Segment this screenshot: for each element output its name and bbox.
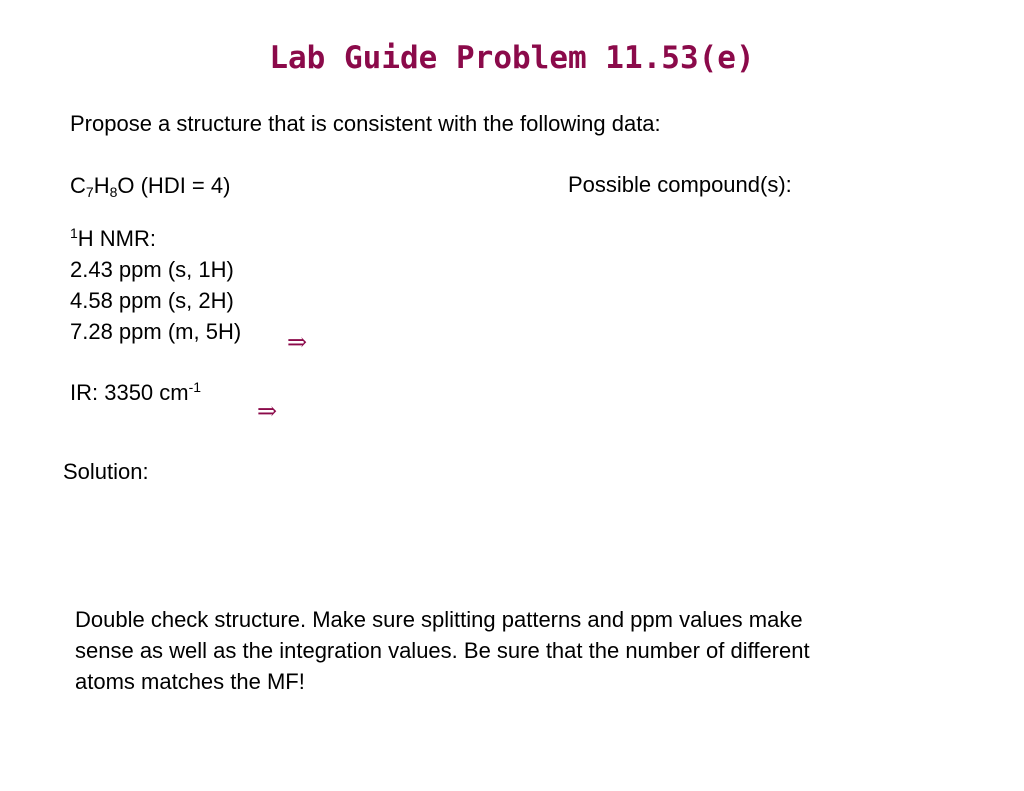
nmr-data	[70, 223, 241, 347]
solution-label: Solution:	[63, 459, 149, 484]
possible-compounds-label: Possible compound(s):	[568, 172, 792, 197]
ir-data	[70, 380, 201, 406]
note-line: atoms matches the MF!	[75, 669, 305, 694]
nmr-peak: 4.58 ppm (s, 2H)	[70, 288, 234, 313]
nmr-header-superscript: 1	[70, 225, 78, 241]
formula-rest: O (HDI = 4)	[117, 173, 231, 198]
nmr-header	[70, 223, 241, 254]
note-line: Double check structure. Make sure splitting patterns and ppm values make	[75, 607, 803, 632]
instruction-note	[75, 604, 975, 697]
ir-superscript: -1	[188, 379, 202, 395]
nmr-peak: 7.28 ppm (m, 5H)	[70, 319, 242, 344]
page-title: Lab Guide Problem 11.53(e)	[269, 40, 755, 76]
ir-label: IR: 3350 cm	[70, 380, 189, 405]
problem-prompt: Propose a structure that is consistent with the following data:	[70, 111, 661, 136]
molecular-formula	[70, 173, 230, 199]
formula-h: H	[93, 173, 110, 198]
formula-c-subscript: 7	[85, 184, 94, 200]
nmr-header-text: H NMR:	[77, 226, 157, 251]
formula-h-subscript: 8	[109, 184, 118, 200]
implies-arrow-icon: ⇒	[257, 397, 278, 425]
note-line: sense as well as the integration values. Be sure that the number of different	[75, 638, 810, 663]
implies-arrow-icon: ⇒	[287, 328, 308, 356]
formula-c: C	[70, 173, 86, 198]
nmr-peak: 2.43 ppm (s, 1H)	[70, 257, 234, 282]
